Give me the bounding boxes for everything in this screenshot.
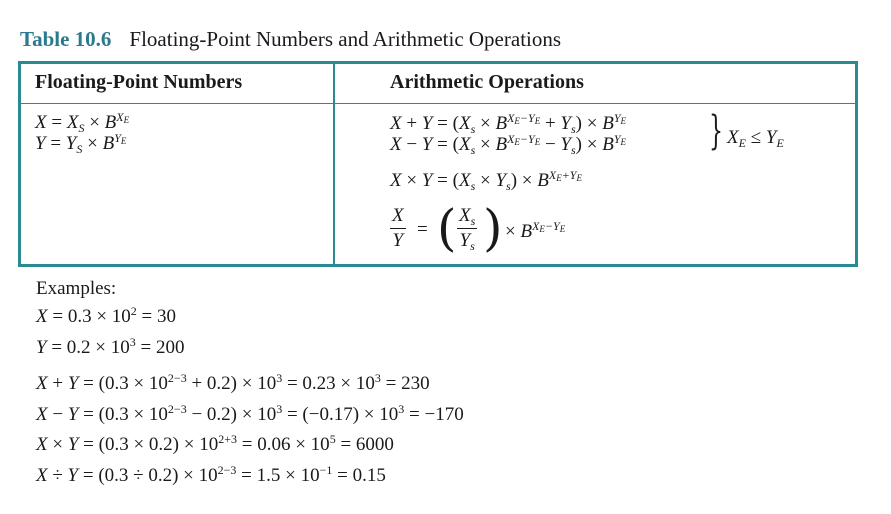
example-y: $Y = 0.2 \times 10^3 = 200$ <box>36 335 185 358</box>
table-title <box>20 27 561 52</box>
formula-table <box>18 61 858 267</box>
formula-division-tail: × $B^{X_E-Y_E}$ <box>505 219 566 242</box>
division-equals-sign: = <box>417 219 428 240</box>
right-parenthesis: ) <box>483 199 503 257</box>
example-x: $X = 0.3 \times 10^2 = 30$ <box>36 304 177 327</box>
formula-multiplication: $X \times Y = (X_s \times Y_s) \times B^{X_E+Y_E}$ <box>390 168 582 193</box>
example-division: $X \div Y = (0.3 \div 0.2) \times 10^{2-3} = 1.5 \times 10^{-1} = 0.15$ <box>36 463 386 486</box>
header-floating-point-numbers: Floating-Point Numbers <box>35 71 243 93</box>
header-arithmetic-operations: Arithmetic Operations <box>390 71 584 93</box>
fraction-x-over-y: X Y <box>392 205 404 252</box>
table-number: Table 10.6 <box>20 27 112 51</box>
formula-y-definition: $Y = Y_S \times B^{Y_E}$ <box>35 131 127 156</box>
exponent-condition: $X_E \le Y_E$ <box>727 127 784 150</box>
example-addition: $X + Y = (0.3 \times 10^{2-3} + 0.2) \times 10^3 = 0.23 \times 10^3 = 230$ <box>36 371 430 394</box>
examples-label: Examples: <box>36 278 117 299</box>
formula-subtraction: $X - Y = (X_s \times B^{X_E-Y_E} - Y_s) \times B^{Y_E}$ <box>390 132 626 157</box>
right-brace-symbol: } <box>709 108 723 154</box>
table-title-text: Floating-Point Numbers and Arithmetic Operations <box>129 27 562 51</box>
formula-addition: $X + Y = (X_s \times B^{X_E-Y_E} + Y_s) \times B^{Y_E}$ <box>390 111 626 136</box>
column-divider <box>333 64 335 264</box>
fraction-xs-over-ys: $X_s$ $Y_s$ <box>459 205 476 254</box>
left-parenthesis: ( <box>437 199 457 257</box>
formula-x-definition: $X = X_S \times B^{X_E}$ <box>35 110 130 135</box>
example-subtraction: $X - Y = (0.3 \times 10^{2-3} - 0.2) \times 10^3 = (-0.17) \times 10^3 = -170$ <box>36 402 464 425</box>
example-multiplication: $X \times Y = (0.3 \times 0.2) \times 10^{2+3} = 0.06 \times 10^5 = 6000$ <box>36 432 394 455</box>
